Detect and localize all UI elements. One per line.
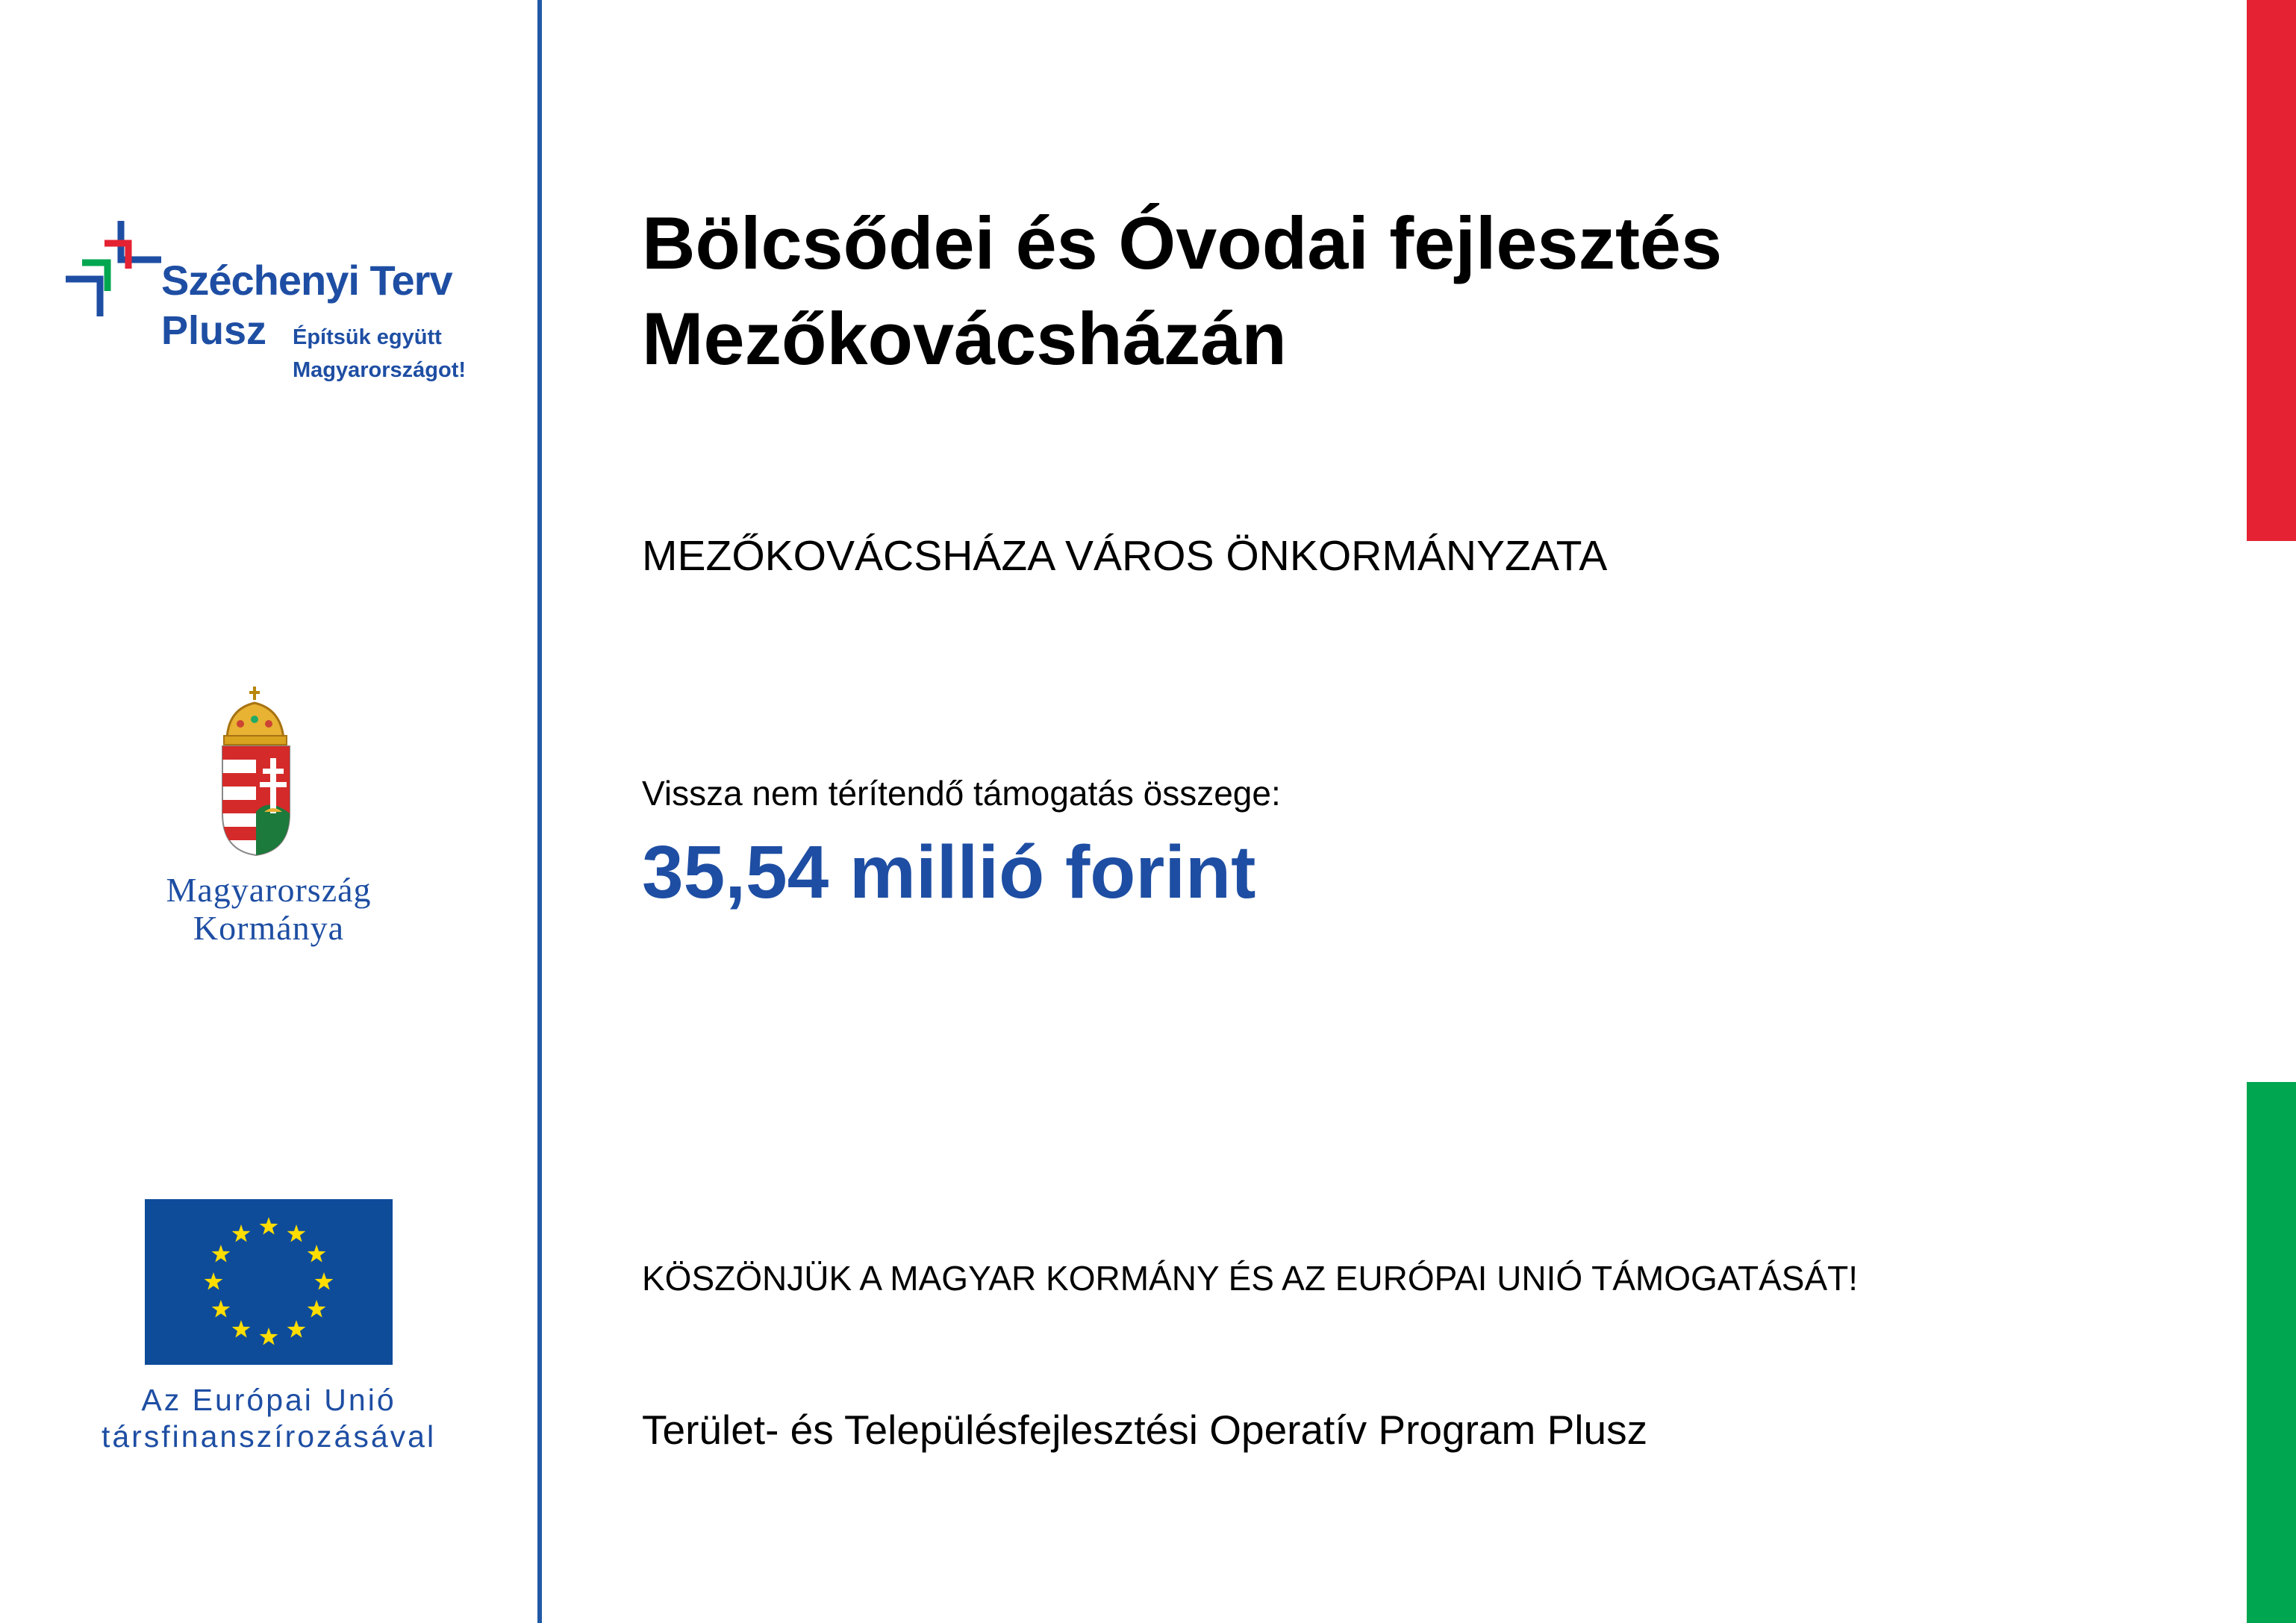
eu-star <box>212 1300 231 1318</box>
government-name-line2: Kormánya <box>193 908 345 947</box>
eu-flag <box>145 1199 393 1365</box>
eu-star <box>287 1225 306 1242</box>
project-title <box>642 196 1722 387</box>
flag-stripe-green <box>2247 1082 2296 1623</box>
grant-amount: 35,54 millió forint <box>642 831 1256 914</box>
szechenyi-logo <box>63 216 481 395</box>
szechenyi-slogan-line1: Építsük együtt <box>293 325 442 349</box>
szechenyi-slogan-line2: Magyarországot! <box>293 358 467 382</box>
flag-stripe-red <box>2247 0 2296 541</box>
government-name-line1: Magyarország <box>166 871 372 909</box>
szechenyi-cross-icon <box>63 216 167 321</box>
eu-text-line2: társfinanszírozásával <box>101 1419 437 1454</box>
eu-star <box>212 1245 231 1263</box>
szechenyi-title: Széchenyi Terv <box>161 257 452 304</box>
eu-star <box>205 1272 223 1290</box>
eu-star <box>315 1272 334 1290</box>
program-name: Terület- és Településfejlesztési Operatív Program Plusz <box>642 1407 1648 1453</box>
eu-star <box>260 1328 278 1345</box>
eu-text-line1: Az Európai Unió <box>141 1383 396 1417</box>
eu-cofinancing-text <box>75 1382 463 1455</box>
thanks-text: KÖSZÖNJÜK A MAGYAR KORMÁNY ÉS AZ EURÓPAI UNIÓ TÁMOGATÁSÁT! <box>642 1259 1859 1298</box>
eu-star <box>232 1225 251 1242</box>
government-name <box>119 872 418 947</box>
project-title-line2: Mezőkovácsházán <box>642 297 1287 380</box>
eu-star <box>287 1320 306 1338</box>
eu-star <box>232 1320 251 1338</box>
eu-star <box>308 1300 326 1318</box>
project-title-line1: Bölcsődei és Óvodai fejlesztés <box>642 201 1723 284</box>
beneficiary-name: MEZŐKOVÁCSHÁZA VÁROS ÖNKORMÁNYZATA <box>642 532 1608 580</box>
eu-star <box>308 1245 326 1263</box>
szechenyi-plusz: Plusz <box>161 308 267 353</box>
coat-of-arms-icon <box>219 687 316 858</box>
eu-star <box>260 1217 278 1235</box>
eu-stars-icon <box>145 1199 393 1365</box>
vertical-divider <box>537 0 542 1623</box>
grant-amount-label: Vissza nem térítendő támogatás összege: <box>642 774 1281 813</box>
